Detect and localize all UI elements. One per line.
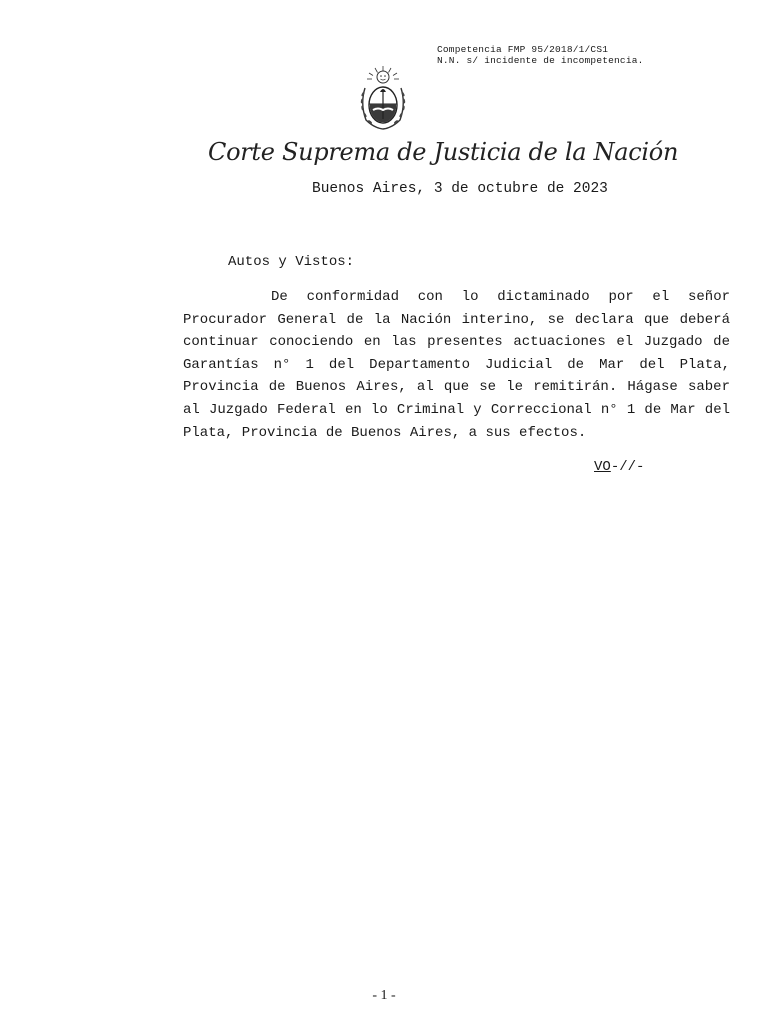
intro-heading: Autos y Vistos: bbox=[228, 254, 355, 270]
page-number: - 1 - bbox=[372, 988, 396, 1003]
ruling-body: De conformidad con lo dictaminado por el señor Procurador General de la Nación interino, se declara que deberá continuar conociendo en las presentes actuaciones el Juzgado de Garantías n° 1 del Departamento Judicial de Mar del Plata, Provincia de Buenos Aires, al que se le remitirán. Hágase saber al Juzgado Federal en lo Criminal y Correccional n° 1 de Mar del Plata, Provincia de Buenos Aires, a sus efectos. bbox=[183, 289, 730, 441]
continuation-mark bbox=[594, 459, 644, 475]
continuation-suffix: -//- bbox=[610, 459, 645, 475]
case-reference bbox=[437, 44, 644, 66]
argentina-coat-of-arms-icon bbox=[356, 64, 410, 132]
court-name: Corte Suprema de Justicia de la Nación bbox=[208, 138, 679, 166]
case-title: N.N. s/ incidente de incompetencia. bbox=[437, 55, 644, 66]
case-number: Competencia FMP 95/2018/1/CS1 bbox=[437, 44, 609, 55]
vo-mark: VO bbox=[594, 459, 611, 475]
date-line: Buenos Aires, 3 de octubre de 2023 bbox=[312, 181, 608, 197]
